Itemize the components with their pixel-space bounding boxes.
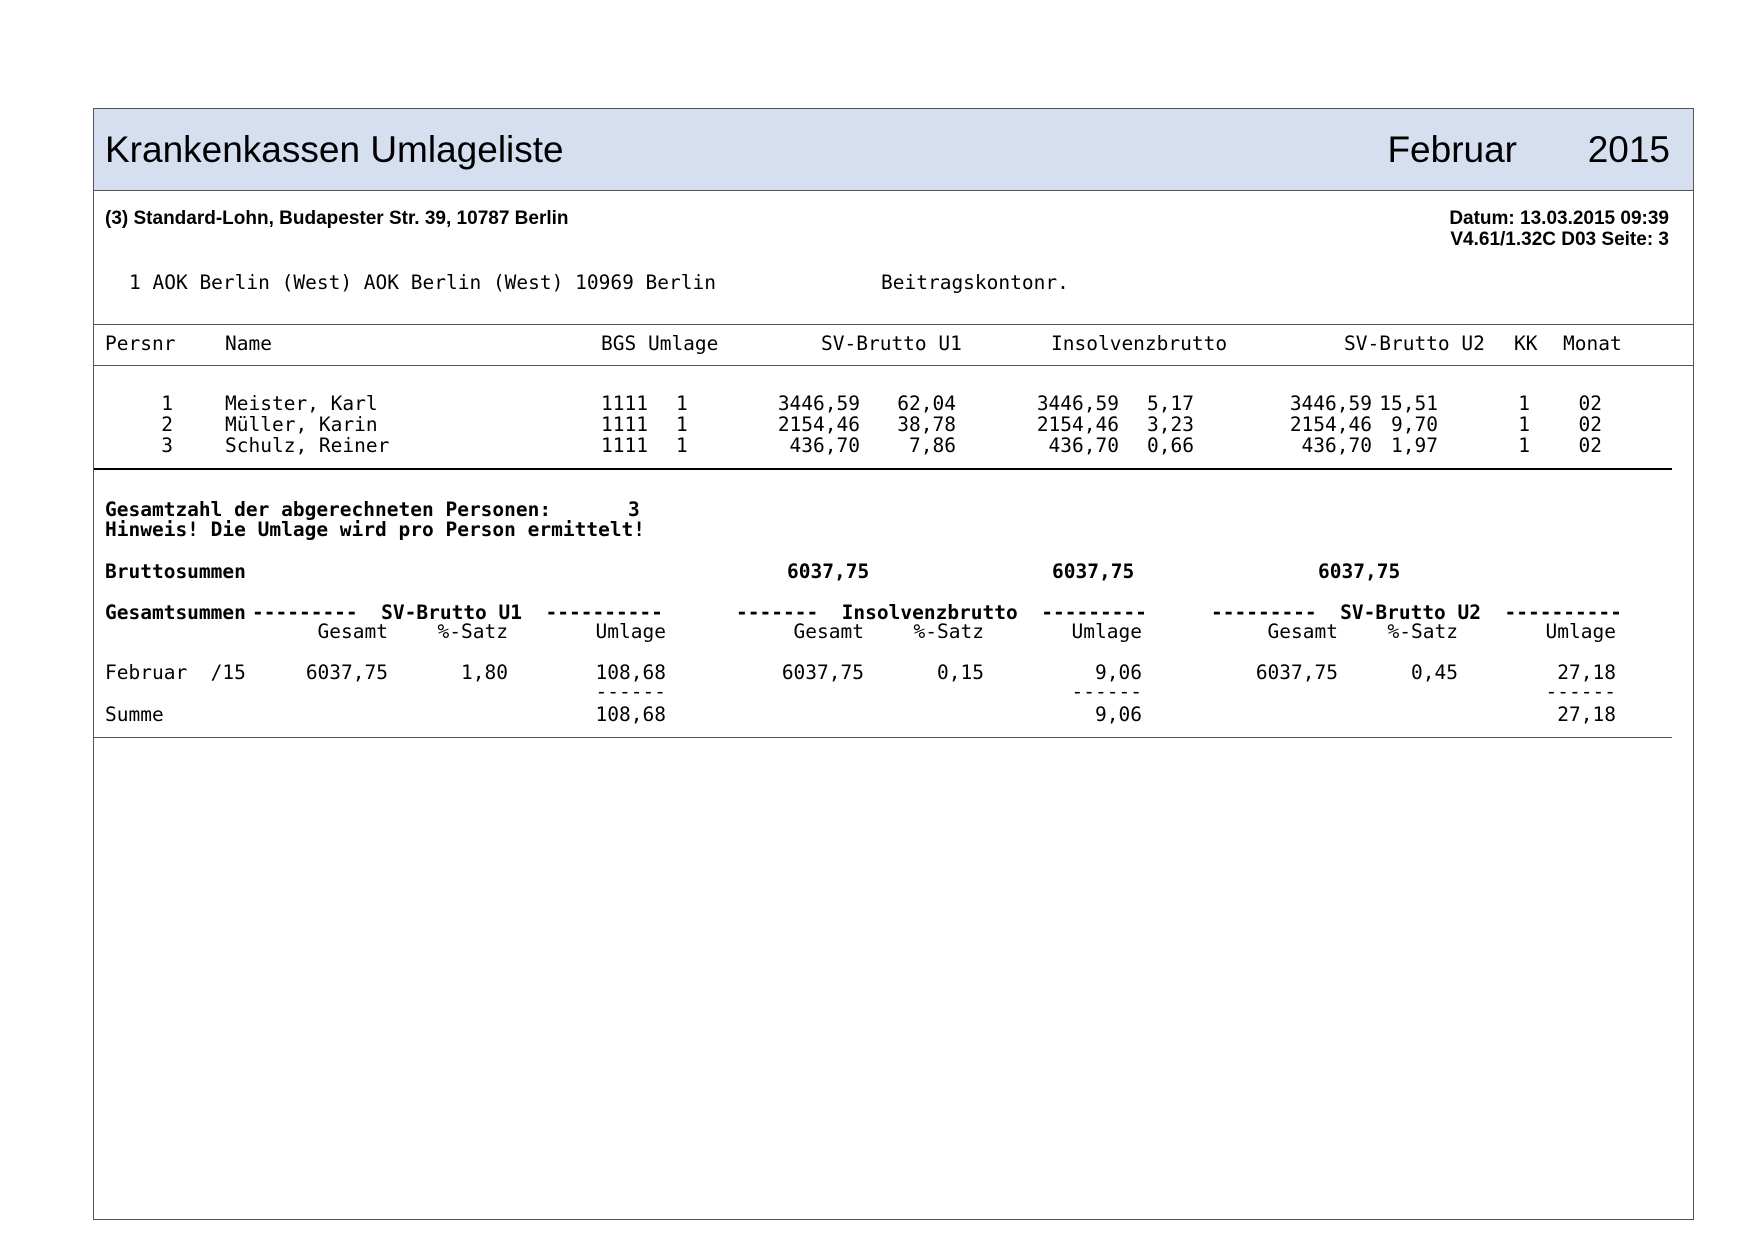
col-bgs-umlage: BGS Umlage — [601, 332, 719, 355]
row-umlage: 1 — [676, 434, 688, 457]
row-u2-betrag: 9,70 — [1391, 413, 1438, 436]
sub-satz-u1: %-Satz — [437, 620, 508, 643]
summe-u2: 27,18 — [1557, 703, 1616, 726]
dashes-u1: ------ — [595, 680, 666, 703]
totals-group-u1: --------- SV-Brutto U1 ---------- — [252, 601, 663, 624]
report-version-page: V4.61/1.32C D03 Seite: 3 — [1450, 229, 1669, 250]
row-monat: 02 — [1578, 434, 1602, 457]
period-label: Februar /15 — [105, 661, 246, 684]
report-date: Datum: 13.03.2015 09:39 — [1449, 208, 1669, 229]
col-persnr: Persnr — [105, 332, 176, 355]
row-ins-betrag: 5,17 — [1147, 392, 1194, 415]
summe-ins: 9,06 — [1095, 703, 1142, 726]
col-insolvenzbrutto: Insolvenzbrutto — [1051, 332, 1228, 355]
sub-gesamt-u1: Gesamt — [317, 620, 388, 643]
totals-label: Gesamtsummen — [105, 601, 246, 624]
divider-bottom — [94, 737, 1672, 738]
u2-gesamt: 6037,75 — [1255, 661, 1338, 684]
company-address: (3) Standard-Lohn, Budapester Str. 39, 10787 Berlin — [105, 208, 569, 229]
hinweis-text: Hinweis! Die Umlage wird pro Person ermittelt! — [105, 518, 646, 541]
row-umlage: 1 — [676, 392, 688, 415]
bruttosummen-u1: 6037,75 — [787, 560, 870, 583]
report-month: Februar — [1387, 129, 1517, 170]
sub-gesamt-ins: Gesamt — [793, 620, 864, 643]
bruttosummen-ins: 6037,75 — [1052, 560, 1135, 583]
ins-umlage: 9,06 — [1095, 661, 1142, 684]
row-name: Müller, Karin — [225, 413, 378, 436]
sub-umlage-u2: Umlage — [1545, 620, 1616, 643]
row-bgs: 1111 — [601, 434, 648, 457]
row-persnr: 3 — [161, 434, 173, 457]
row-bgs: 1111 — [601, 392, 648, 415]
row-ins-betrag: 3,23 — [1147, 413, 1194, 436]
row-ins-brutto: 2154,46 — [1036, 413, 1119, 436]
col-sv-brutto-u1: SV-Brutto U1 — [821, 332, 962, 355]
row-monat: 02 — [1578, 392, 1602, 415]
u1-gesamt: 6037,75 — [305, 661, 388, 684]
ins-gesamt: 6037,75 — [781, 661, 864, 684]
summe-u1: 108,68 — [595, 703, 666, 726]
sub-satz-ins: %-Satz — [913, 620, 984, 643]
count-value: 3 — [628, 498, 640, 521]
row-u1-betrag: 38,78 — [897, 413, 956, 436]
row-u1-brutto: 2154,46 — [777, 413, 860, 436]
u2-satz: 0,45 — [1411, 661, 1458, 684]
totals-group-ins: ------- Insolvenzbrutto --------- — [736, 601, 1147, 624]
row-u2-betrag: 15,51 — [1379, 392, 1438, 415]
row-u2-betrag: 1,97 — [1391, 434, 1438, 457]
row-umlage: 1 — [676, 413, 688, 436]
report-title: Krankenkassen Umlageliste — [105, 129, 564, 170]
report-page — [93, 108, 1694, 1220]
row-u1-brutto: 436,70 — [789, 434, 860, 457]
totals-group-u2: --------- SV-Brutto U2 ---------- — [1211, 601, 1622, 624]
sub-umlage-ins: Umlage — [1071, 620, 1142, 643]
beitragskonto-label: Beitragskontonr. — [881, 271, 1069, 294]
row-monat: 02 — [1578, 413, 1602, 436]
sub-gesamt-u2: Gesamt — [1267, 620, 1338, 643]
col-name: Name — [225, 332, 272, 355]
col-kk: KK — [1514, 332, 1538, 355]
row-name: Meister, Karl — [225, 392, 378, 415]
row-kk: 1 — [1518, 434, 1530, 457]
ins-satz: 0,15 — [937, 661, 984, 684]
row-persnr: 2 — [161, 413, 173, 436]
row-u2-brutto: 2154,46 — [1289, 413, 1372, 436]
divider-header — [94, 365, 1693, 366]
u1-satz: 1,80 — [461, 661, 508, 684]
u2-umlage: 27,18 — [1557, 661, 1616, 684]
row-u1-brutto: 3446,59 — [777, 392, 860, 415]
row-u1-betrag: 62,04 — [897, 392, 956, 415]
bruttosummen-label: Bruttosummen — [105, 560, 246, 583]
row-ins-brutto: 436,70 — [1048, 434, 1119, 457]
row-name: Schulz, Reiner — [225, 434, 390, 457]
row-persnr: 1 — [161, 392, 173, 415]
divider-rows-end — [94, 468, 1672, 470]
row-kk: 1 — [1518, 392, 1530, 415]
bruttosummen-u2: 6037,75 — [1318, 560, 1401, 583]
u1-umlage: 108,68 — [595, 661, 666, 684]
row-bgs: 1111 — [601, 413, 648, 436]
report-year: 2015 — [1587, 129, 1670, 170]
title-bar — [94, 109, 1693, 191]
row-u2-brutto: 436,70 — [1301, 434, 1372, 457]
row-ins-betrag: 0,66 — [1147, 434, 1194, 457]
col-sv-brutto-u2: SV-Brutto U2 — [1344, 332, 1485, 355]
col-monat: Monat — [1563, 332, 1622, 355]
dashes-u2: ------ — [1545, 680, 1616, 703]
sub-umlage-u1: Umlage — [595, 620, 666, 643]
divider-top — [94, 324, 1693, 325]
summe-label: Summe — [105, 703, 164, 726]
kasse-line: 1 AOK Berlin (West) AOK Berlin (West) 10969 Berlin — [129, 271, 716, 294]
row-kk: 1 — [1518, 413, 1530, 436]
row-ins-brutto: 3446,59 — [1036, 392, 1119, 415]
sub-satz-u2: %-Satz — [1387, 620, 1458, 643]
row-u1-betrag: 7,86 — [909, 434, 956, 457]
count-label: Gesamtzahl der abgerechneten Personen: — [105, 498, 552, 521]
dashes-ins: ------ — [1071, 680, 1142, 703]
row-u2-brutto: 3446,59 — [1289, 392, 1372, 415]
